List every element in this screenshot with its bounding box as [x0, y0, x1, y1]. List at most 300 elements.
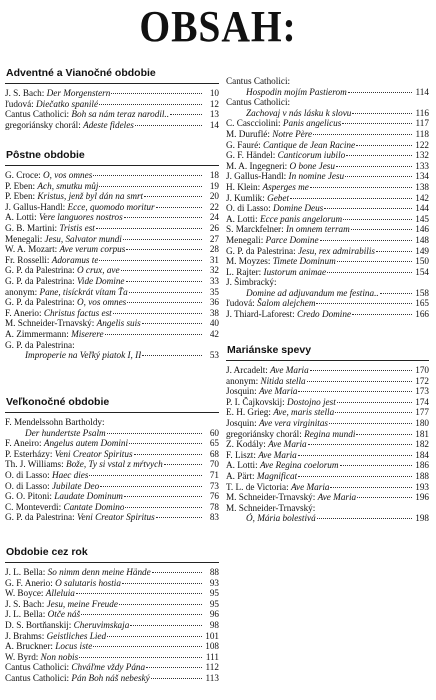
- page-number: 166: [415, 309, 429, 320]
- entry-work: Jesu, rex admirabilis: [297, 245, 375, 256]
- entry-work: Vere languores nostros: [38, 212, 123, 223]
- entry-composer: gregoriánsky chorál:: [226, 428, 302, 439]
- dot-leader: [298, 391, 412, 392]
- dot-leader: [337, 402, 412, 403]
- entry-work: Ave Maria: [290, 481, 330, 492]
- toc-entry: [5, 438, 219, 449]
- toc-entry: [5, 578, 219, 589]
- page-number: 177: [415, 407, 429, 418]
- dot-leader: [93, 175, 202, 176]
- entry-composer: J. L. Bella:: [5, 567, 46, 577]
- toc-entry: [5, 567, 219, 578]
- page-number: 172: [415, 375, 429, 386]
- page-number: 186: [415, 460, 429, 471]
- toc-entry: [5, 340, 219, 351]
- toc-entry: [226, 460, 429, 471]
- entry-work: Boh sa nám teraz narodil..: [71, 109, 170, 120]
- toc-entry: [226, 203, 429, 214]
- entry-work: Šalom alejchem: [257, 298, 316, 309]
- entry-composer: S. Marckfelner:: [226, 224, 284, 235]
- entry-work: Ó, Mária bolestivá: [246, 513, 316, 524]
- dot-leader: [142, 323, 202, 324]
- section-divider: [5, 562, 219, 563]
- dot-leader: [380, 293, 412, 294]
- entry-work: Ave vera virginitas: [258, 417, 328, 428]
- dot-leader: [126, 281, 202, 282]
- toc-entry: [5, 181, 219, 192]
- entry-title: [5, 662, 145, 673]
- page-number: 33: [209, 275, 219, 286]
- toc-entry: [5, 470, 219, 481]
- page-number: 148: [415, 234, 429, 245]
- toc-section-lent: [5, 148, 219, 361]
- dot-leader: [348, 92, 412, 93]
- entry-title: [226, 460, 339, 471]
- dot-leader: [111, 93, 202, 94]
- dot-leader: [357, 497, 412, 498]
- entry-title: [5, 244, 125, 255]
- dot-leader: [356, 145, 412, 146]
- entry-title: [5, 265, 120, 276]
- dot-leader: [290, 198, 412, 199]
- entry-title: [226, 193, 289, 204]
- entry-work: Haec dies: [51, 469, 89, 480]
- entry-composer: G. P. da Palestrina:: [5, 339, 75, 350]
- page-number: 13: [209, 109, 219, 120]
- entry-composer: F. Liszt:: [226, 449, 256, 460]
- entry-title: [246, 513, 316, 524]
- toc-entry: [226, 277, 429, 288]
- entry-title: [5, 449, 133, 460]
- toc-entry: [226, 450, 429, 461]
- entry-composer: J. Kumlik:: [226, 192, 265, 203]
- dot-leader: [330, 487, 412, 488]
- dot-leader: [93, 646, 202, 647]
- page-number: 60: [209, 427, 219, 438]
- entry-title: [5, 308, 112, 319]
- entry-work: Angelus autem Domini: [43, 438, 129, 449]
- entry-work: Canticorum iubilo: [277, 150, 346, 161]
- page-number: 181: [415, 428, 429, 439]
- dot-leader: [144, 196, 202, 197]
- entry-composer: G. P. da Palestrina:: [5, 265, 75, 276]
- entry-title: [5, 641, 92, 652]
- entry-title: [5, 181, 98, 192]
- entry-composer: Cantus Catholici:: [226, 76, 291, 86]
- entry-title: [226, 397, 336, 408]
- section-divider: [5, 412, 219, 413]
- toc-entry: [5, 350, 219, 361]
- entry-composer: M. Schneider-Trnavský:: [5, 318, 95, 329]
- entry-work: Ave, maris stella: [273, 407, 335, 418]
- dot-leader: [298, 476, 412, 477]
- toc-entry: [226, 397, 429, 408]
- toc-entry: [226, 256, 429, 267]
- section-heading: Obdobie cez rok: [6, 546, 88, 558]
- toc-entry: [5, 170, 219, 181]
- entry-work: Improperie na Veľký piatok I, II: [25, 350, 142, 361]
- toc-entry: [5, 234, 219, 245]
- toc-entry: [226, 513, 429, 524]
- toc-entry: [5, 255, 219, 266]
- entry-work: Notre Père: [272, 128, 313, 139]
- entry-composer: O. di Lasso:: [5, 469, 50, 480]
- dot-leader: [346, 155, 412, 156]
- entry-composer: ľudová:: [226, 298, 255, 309]
- toc-entry: [5, 287, 219, 298]
- entry-composer: J. Šimbracký:: [226, 277, 277, 288]
- section-divider: [5, 83, 219, 84]
- toc-section-ordinary-time: [5, 545, 219, 684]
- entry-composer: J. Gallus-Handl:: [226, 171, 287, 182]
- page-number: 14: [209, 119, 219, 130]
- dot-leader: [89, 475, 202, 476]
- dot-leader: [107, 433, 202, 434]
- entry-work: Asperges me: [262, 181, 309, 192]
- entry-composer: anonym:: [226, 375, 259, 386]
- entry-title: [5, 631, 106, 642]
- entry-title: [226, 267, 326, 278]
- entry-title: [226, 407, 334, 418]
- dot-leader: [156, 517, 202, 518]
- page-number: 70: [209, 459, 219, 470]
- entry-work: Bože, Ty si vstal z mŕtvych: [65, 459, 163, 470]
- entry-composer: H. Klein:: [226, 181, 261, 192]
- dot-leader: [76, 593, 202, 594]
- entry-title: [5, 609, 80, 620]
- toc-entry: [226, 386, 429, 397]
- toc-entry: [5, 673, 219, 684]
- dot-leader: [351, 229, 412, 230]
- entry-composer: G. P. da Palestrina:: [226, 245, 296, 256]
- toc-entry: [226, 471, 429, 482]
- entry-title: [5, 578, 121, 589]
- entry-composer: W. A. Mozart:: [5, 244, 58, 255]
- section-divider: [5, 165, 219, 166]
- entry-composer: M. Duruflé:: [226, 128, 270, 139]
- entry-work: Chváľme vždy Pána: [71, 662, 146, 673]
- entry-composer: T. L. de Victoria:: [226, 481, 289, 492]
- page-number: 144: [415, 203, 429, 214]
- entry-title: [226, 439, 307, 450]
- page-number: 188: [415, 470, 429, 481]
- dot-leader: [126, 249, 202, 250]
- page-number: 132: [415, 150, 429, 161]
- toc-entry: [5, 599, 219, 610]
- page-number: 20: [209, 191, 219, 202]
- entry-composer: G. P. da Palestrina:: [5, 512, 75, 523]
- entry-title: [226, 482, 329, 493]
- entry-composer: gregoriánsky chorál:: [5, 119, 81, 130]
- entry-title: [5, 212, 123, 223]
- dot-leader: [113, 313, 202, 314]
- toc-entry: [226, 503, 429, 514]
- dot-leader: [81, 614, 202, 615]
- page-number: 184: [415, 449, 429, 460]
- entry-work: Diečatko spanilé: [36, 98, 99, 109]
- entry-work: Magnificat: [256, 470, 298, 481]
- entry-work: Kristus, jenž byl dán na smrt: [37, 191, 144, 202]
- entry-composer: Z. Kodály:: [226, 439, 266, 450]
- entry-title: [246, 288, 379, 299]
- section-heading: Veľkonočné obdobie: [6, 396, 110, 408]
- entry-title: [226, 376, 306, 387]
- dot-leader: [298, 455, 412, 456]
- entry-composer: G. Fauré:: [226, 139, 261, 150]
- dot-leader: [329, 423, 412, 424]
- entry-title: [226, 450, 297, 461]
- toc-entry: [5, 318, 219, 329]
- entry-composer: G. O. Pitoni:: [5, 491, 52, 502]
- dot-leader: [352, 314, 412, 315]
- toc-entry: [5, 223, 219, 234]
- entry-work: O, vos omnes: [43, 170, 93, 180]
- entry-work: Christus factus est: [43, 307, 112, 318]
- page-number: 96: [209, 609, 219, 620]
- page-number: 146: [415, 224, 429, 235]
- toc-entry: [226, 129, 429, 140]
- entry-title: [226, 365, 309, 376]
- entry-title: [5, 297, 126, 308]
- entry-work: Regina mundi: [304, 428, 356, 439]
- entry-title: [226, 161, 335, 172]
- entry-composer: G. P. da Palestrina:: [5, 275, 75, 286]
- entry-work: Iustorum animae: [263, 266, 327, 277]
- dot-leader: [99, 260, 202, 261]
- entry-work: Tristis est: [59, 222, 95, 233]
- toc-entry: [5, 491, 219, 502]
- entry-title: [5, 318, 141, 329]
- toc-entry: [226, 407, 429, 418]
- dot-leader: [340, 465, 412, 466]
- entry-title: [25, 428, 106, 439]
- entry-title: [5, 287, 128, 298]
- entry-composer: M. Schneider-Trnavský:: [226, 492, 316, 503]
- dot-leader: [170, 114, 202, 115]
- entry-work: O salutaris hostia: [55, 577, 121, 588]
- toc-section-ordinary-time-continued: [226, 76, 429, 320]
- toc-entry: [5, 99, 219, 110]
- entry-work: In omnem terram: [285, 224, 350, 235]
- entry-composer: Menegali:: [5, 233, 43, 244]
- entry-work: In nomine Jesu: [288, 171, 345, 182]
- entry-composer: Menegali:: [226, 234, 264, 245]
- page-number: 170: [415, 365, 429, 375]
- entry-composer: M. Schneider-Trnavský:: [226, 502, 316, 513]
- dot-leader: [152, 572, 202, 573]
- entry-composer: G. P. da Palestrina:: [5, 297, 75, 308]
- dot-leader: [146, 667, 202, 668]
- entry-title: [5, 99, 98, 110]
- entry-work: Pane, tisíckrát vítam Ťa: [39, 286, 128, 297]
- toc-entry: [5, 652, 219, 663]
- page-number: 65: [209, 438, 219, 449]
- page-number: 35: [209, 286, 219, 297]
- dot-leader: [129, 443, 202, 444]
- entry-title: [226, 214, 342, 225]
- toc-entry: [226, 161, 429, 172]
- entry-composer: A. Zimmermann:: [5, 328, 69, 339]
- entry-composer: C. Monteverdi:: [5, 501, 62, 512]
- dot-leader: [343, 219, 412, 220]
- page-number: 31: [209, 254, 219, 265]
- dot-leader: [107, 636, 202, 637]
- entry-work: Nitida stella: [260, 375, 306, 386]
- toc-entry: [5, 109, 219, 120]
- toc-entry: [226, 439, 429, 450]
- toc-entry: [226, 150, 429, 161]
- toc-section-easter: [5, 395, 219, 523]
- entry-title: [226, 140, 355, 151]
- page-number: 32: [209, 265, 219, 276]
- toc-entry: [226, 235, 429, 246]
- dot-leader: [99, 186, 202, 187]
- dot-leader: [134, 454, 202, 455]
- toc-entry: [5, 609, 219, 620]
- toc-entry: [226, 288, 429, 299]
- entry-title: [5, 620, 129, 631]
- toc-entry: [226, 298, 429, 309]
- entry-composer: Th. J. Williams:: [5, 459, 64, 470]
- entry-title: [226, 182, 309, 193]
- toc-section-advent: [5, 66, 219, 130]
- entry-work: Pán Boh náš nebeský: [71, 672, 150, 683]
- entry-composer: J. S. Bach:: [5, 598, 45, 609]
- toc-entry: [5, 212, 219, 223]
- toc-entry: [226, 309, 429, 320]
- entry-work: Jubilate Deo: [51, 480, 100, 491]
- page-number: 42: [209, 328, 219, 339]
- entry-title: [5, 470, 88, 481]
- page-number: 24: [209, 212, 219, 223]
- page-number: 19: [209, 180, 219, 191]
- page-number: 78: [209, 501, 219, 512]
- page-number: 138: [415, 181, 429, 192]
- dot-leader: [135, 125, 202, 126]
- section-heading: Adventné a Vianočné obdobie: [6, 67, 156, 79]
- entry-work: Domine ad adjuvandum me festina..: [246, 287, 379, 298]
- toc-entry: [5, 265, 219, 276]
- entry-title: [5, 502, 124, 513]
- page-number: 95: [209, 598, 219, 609]
- entry-title: [226, 246, 375, 257]
- page-number: 26: [209, 222, 219, 233]
- toc-entry: [5, 329, 219, 340]
- entry-work: Ave Maria: [258, 449, 297, 460]
- entry-composer: J. S. Bach:: [5, 88, 45, 98]
- toc-entry: [5, 631, 219, 642]
- entry-title: [226, 129, 312, 140]
- page-number: 142: [415, 192, 429, 203]
- page-number: 12: [209, 98, 219, 109]
- dot-leader: [124, 217, 202, 218]
- entry-work: Cheruvimskaja: [73, 619, 130, 630]
- entry-work: Veni Creator Spiritus: [76, 512, 155, 523]
- entry-work: Dostojno jest: [287, 396, 336, 407]
- dot-leader: [127, 302, 202, 303]
- dot-leader: [151, 678, 202, 679]
- entry-title: [226, 97, 290, 108]
- toc-entry: [226, 267, 429, 278]
- page-number: 113: [205, 672, 219, 683]
- dot-leader: [308, 444, 412, 445]
- entry-composer: G. F. Anerio:: [5, 577, 53, 588]
- toc-entry: [226, 97, 429, 108]
- entry-composer: F. Mendelssohn Bartholdy:: [5, 417, 105, 427]
- toc-entry: [5, 481, 219, 492]
- page-number: 38: [209, 307, 219, 318]
- section-divider: [226, 360, 429, 361]
- entry-title: [226, 224, 350, 235]
- entry-title: [226, 386, 297, 397]
- entry-title: [5, 599, 118, 610]
- entry-composer: J. Gallus-Handl:: [5, 201, 66, 212]
- section-heading: Pôstne obdobie: [6, 149, 85, 161]
- page-number: 198: [415, 513, 429, 524]
- dot-leader: [79, 657, 202, 658]
- page-number: 68: [209, 448, 219, 459]
- entry-title: [226, 503, 315, 514]
- entry-title: [5, 120, 134, 131]
- entry-work: Locus iste: [55, 641, 93, 652]
- page-number: 182: [415, 439, 429, 450]
- page-number: 117: [415, 118, 429, 129]
- entry-work: Cantique de Jean Racine: [263, 139, 356, 150]
- entry-title: [5, 255, 98, 266]
- toc-entry: [226, 418, 429, 429]
- page-number: 95: [209, 588, 219, 599]
- entry-title: [5, 588, 75, 599]
- toc-entry: [226, 87, 429, 98]
- dot-leader: [100, 486, 202, 487]
- entry-title: [25, 350, 141, 361]
- entry-title: [5, 652, 78, 663]
- entry-composer: J. Brahms:: [5, 630, 45, 641]
- entry-work: So nimm denn meine Hände: [47, 567, 151, 577]
- dot-leader: [96, 228, 202, 229]
- entry-composer: A. Pärt:: [226, 470, 255, 481]
- entry-title: [226, 298, 315, 309]
- dot-leader: [121, 270, 202, 271]
- page-number: 154: [415, 266, 429, 277]
- entry-composer: W. Boyce:: [5, 588, 44, 599]
- page-number: 10: [209, 88, 219, 98]
- entry-title: [5, 673, 150, 684]
- entry-work: Gebet: [267, 192, 290, 203]
- page-number: 40: [209, 318, 219, 329]
- entry-title: [226, 76, 290, 87]
- entry-title: [226, 203, 323, 214]
- entry-work: O, vos omnes: [76, 297, 127, 308]
- entry-composer: C. Cascciolini:: [226, 118, 281, 129]
- entry-work: O crux, ave: [76, 265, 120, 276]
- entry-title: [5, 202, 155, 213]
- page-number: 196: [415, 492, 429, 503]
- toc-entry: [226, 182, 429, 193]
- entry-title: [5, 191, 143, 202]
- page-number: 114: [415, 86, 429, 97]
- page-number: 122: [415, 139, 429, 150]
- entry-composer: W. Byrd:: [5, 651, 39, 662]
- entry-title: [226, 418, 328, 429]
- toc-entry: [226, 193, 429, 204]
- entry-work: Ave Maria: [317, 492, 357, 503]
- entry-composer: P. Eben:: [5, 191, 36, 202]
- toc-section-marian: [226, 343, 429, 524]
- page-number: 158: [415, 287, 429, 298]
- dot-leader: [130, 625, 202, 626]
- entry-composer: O. di Lasso:: [226, 203, 271, 214]
